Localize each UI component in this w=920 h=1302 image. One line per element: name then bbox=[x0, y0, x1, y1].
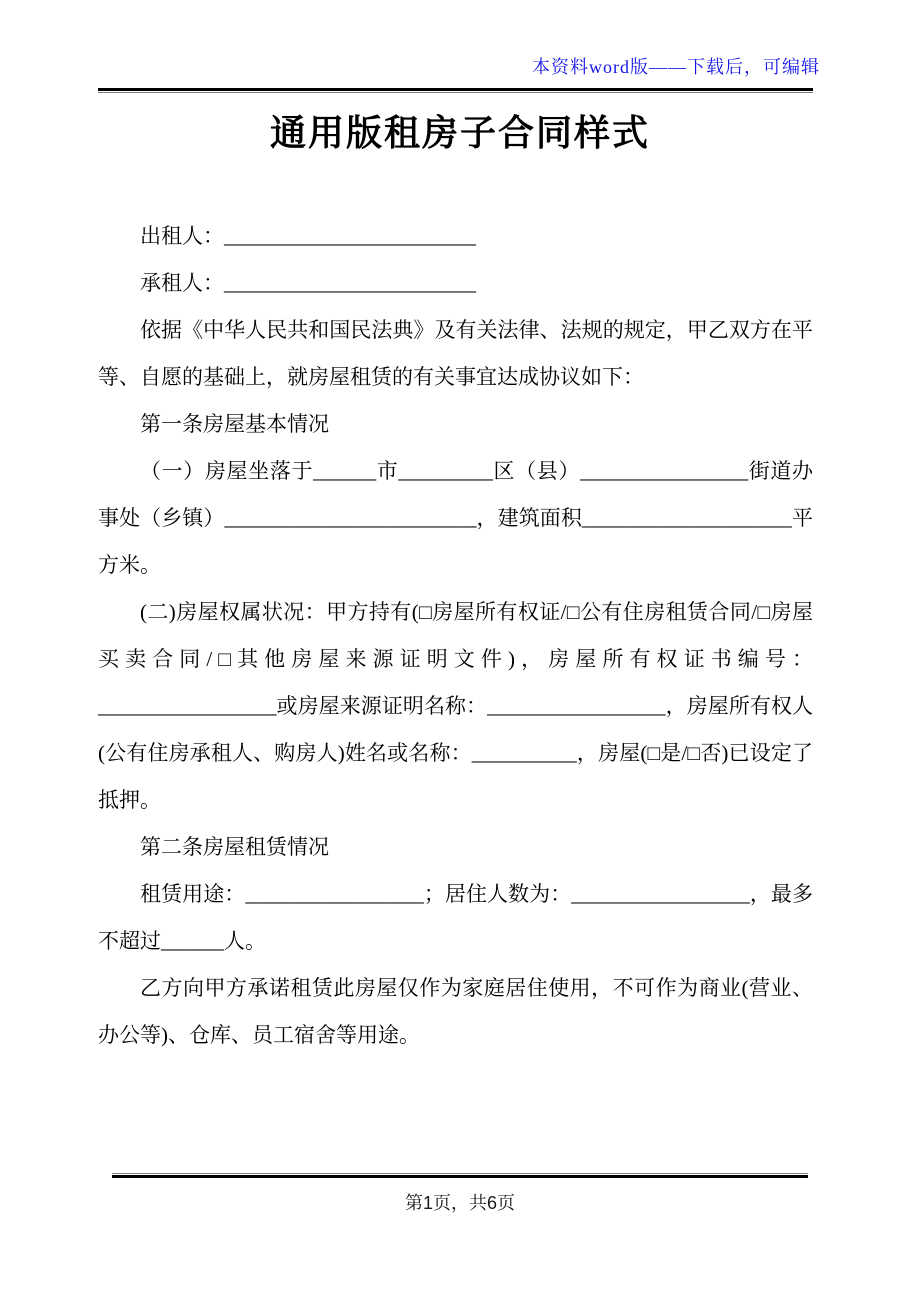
document-body bbox=[98, 213, 813, 1059]
header-note: 本资料word版——下载后，可编辑 bbox=[532, 57, 820, 77]
para-rental-use: 租赁用途：_________________；居住人数为：_________________，最多不超过______人。 bbox=[98, 882, 813, 953]
footer-rule bbox=[112, 1173, 808, 1178]
para-tenant-commitment: 乙方向甲方承诺租赁此房屋仅作为家庭居住使用，不可作为商业(营业、办公等)、仓库、员工宿舍等用途。 bbox=[98, 976, 813, 1047]
heading-article-1: 第一条房屋基本情况 bbox=[140, 412, 329, 436]
page-title: 通用版租房子合同样式 bbox=[269, 113, 650, 153]
heading-article-2: 第二条房屋租赁情况 bbox=[140, 835, 329, 859]
para-house-location: （一）房屋坐落于______市_________区（县）________________街道办事处（乡镇）________________________，建筑面积____________________平方米。 bbox=[98, 459, 813, 577]
para-preamble: 依据《中华人民共和国民法典》及有关法律、法规的规定，甲乙双方在平等、自愿的基础上，就房屋租赁的有关事宜达成协议如下： bbox=[98, 318, 813, 389]
para-lessor-field: 出租人：________________________ bbox=[140, 224, 476, 248]
page-number-indicator: 第1页，共6页 bbox=[404, 1193, 516, 1213]
para-ownership-status: (二)房屋权属状况：甲方持有(□房屋所有权证/□公有住房租赁合同/□房屋买卖合同/□其他房屋来源证明文件)，房屋所有权证书编号：_________________或房屋来源证明名称：_________________，房屋所有权人(公有住房承租人、购房人)姓名或名称：__________，房屋(□是/□否)已设定了抵押。 bbox=[98, 600, 813, 812]
para-lessee-field: 承租人：________________________ bbox=[140, 271, 476, 295]
header-rule bbox=[98, 88, 813, 93]
